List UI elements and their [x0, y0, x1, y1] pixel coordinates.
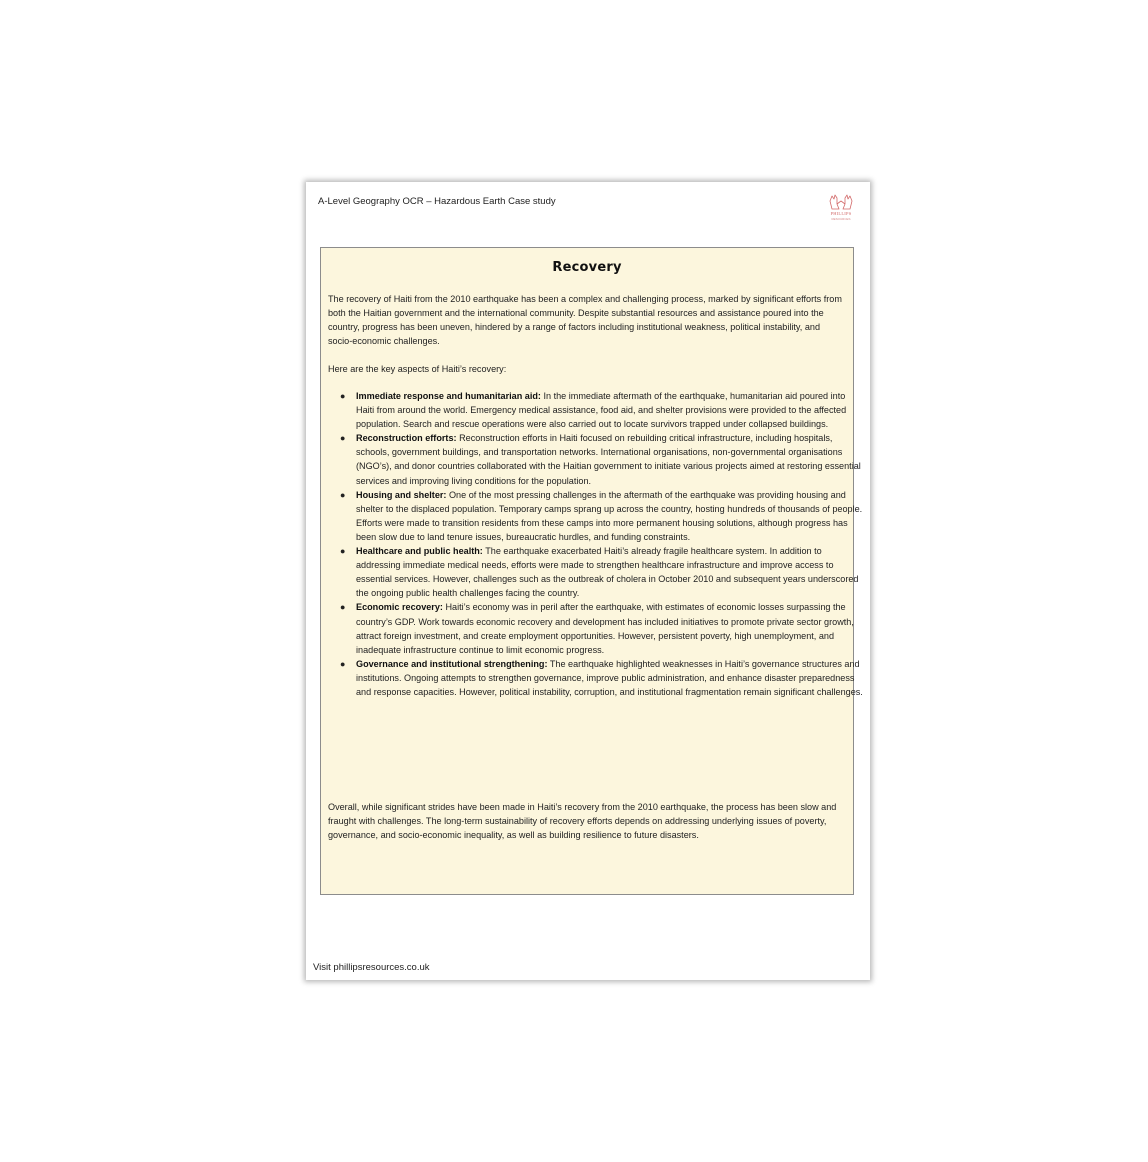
aspect-heading: Economic recovery: [356, 602, 443, 613]
aspect-heading: Immediate response and humanitarian aid: [356, 391, 541, 401]
aspect-text: The earthquake exacerbated Haiti’s already fragile healthcare system. In addition to addressing immediate medical needs, efforts were made to strengthen healthcare infrastructure and improve access to essential services. However, challenges such as the outbreak of cholera in October 2010 and subsequent years underscored the ongoing public health challenges facing the country. [356, 546, 859, 599]
conclusion-paragraph: Overall, while significant strides have been made in Haiti’s recovery from the 2010 earthquake, the process has been slow and fraught with challenges. The long-term sustainability of recovery efforts depends on addressing underlying issues of poverty, governance, and socio-economic inequality, as well as building resilience to future disasters. [328, 802, 837, 841]
aspect-heading: Governance and institutional strengthening: [356, 658, 548, 669]
document-page [306, 182, 870, 980]
aspect-text: Reconstruction efforts in Haiti focused on rebuilding critical infrastructure, including hospitals, schools, government buildings, and transportation networks. International organisations, non-governmental organisations (NGO’s), and donor countries collaborated with the Haitian government to initiate various projects aimed at restoring essential services and improving living conditions for the population. [356, 433, 861, 486]
list-item [340, 431, 863, 487]
logo-subtext: RESOURCES [831, 217, 851, 221]
bullet-icon: ● [340, 602, 346, 613]
box-title: Recovery [552, 260, 622, 275]
bullet-icon: ● [340, 546, 346, 557]
aspect-text: The earthquake highlighted weaknesses in Haiti’s governance structures and institutions. Ongoing attempts to strengthen governance, improve public administration, and enhance disaster preparedness and response capacities. However, political instability, corruption, and institutional fragmentation remain significant challenges. [356, 658, 863, 697]
hands-logo-icon [826, 192, 856, 212]
aspect-heading: Reconstruction efforts: [356, 433, 457, 444]
bullet-icon: ● [340, 489, 346, 500]
recovery-content-box [320, 247, 863, 895]
footer-link[interactable]: Visit phillipsresources.co.uk [313, 962, 430, 973]
list-item [340, 657, 863, 699]
aspect-heading: Housing and shelter: [356, 489, 447, 500]
aspect-text: In the immediate aftermath of the earthquake, humanitarian aid poured into Haiti from around the world. Emergency medical assistance, food aid, and shelter provisions were provided to the affected population. Search and rescue operations were also carried out to locate survivors trapped under collapsed buildings. [356, 391, 847, 430]
logo-wordmark: PHILLIPS [830, 211, 852, 216]
bullet-icon: ● [340, 391, 346, 401]
list-item [340, 544, 863, 600]
list-item [340, 488, 863, 544]
aspect-text: Haiti’s economy was in peril after the earthquake, with estimates of economic losses surpassing the country’s GDP. Work towards economic recovery and development has included initiatives to promote private sector growth, attract foreign investment, and create employment opportunities. However, persistent poverty, high unemployment, and inadequate infrastructure continue to limit economic progress. [356, 602, 854, 655]
bullet-icon: ● [340, 658, 346, 669]
header-title: A-Level Geography OCR – Hazardous Earth Case study [318, 196, 556, 207]
key-aspects-intro: Here are the key aspects of Haiti’s recovery: [328, 364, 507, 374]
aspect-heading: Healthcare and public health: [356, 546, 483, 557]
phillips-logo [826, 192, 856, 226]
list-item [340, 600, 863, 656]
list-item [340, 389, 863, 431]
aspects-list [340, 389, 863, 699]
intro-paragraph: The recovery of Haiti from the 2010 earthquake has been a complex and challenging process, marked by significant efforts from both the Haitian government and the international community. Despite substantial resources and assistance poured into the country, progress has been uneven, hindered by a range of factors including institutional weakness, political instability, and socio-economic challenges. [328, 294, 842, 347]
aspect-text: One of the most pressing challenges in the aftermath of the earthquake was providing housing and shelter to the displaced population. Temporary camps sprang up across the country, hosting hundreds of thousands of people. Efforts were made to transition residents from these camps into more permanent housing solutions, although progress has been slow due to land tenure issues, bureaucratic hurdles, and funding constraints. [356, 489, 863, 542]
bullet-icon: ● [340, 433, 346, 444]
